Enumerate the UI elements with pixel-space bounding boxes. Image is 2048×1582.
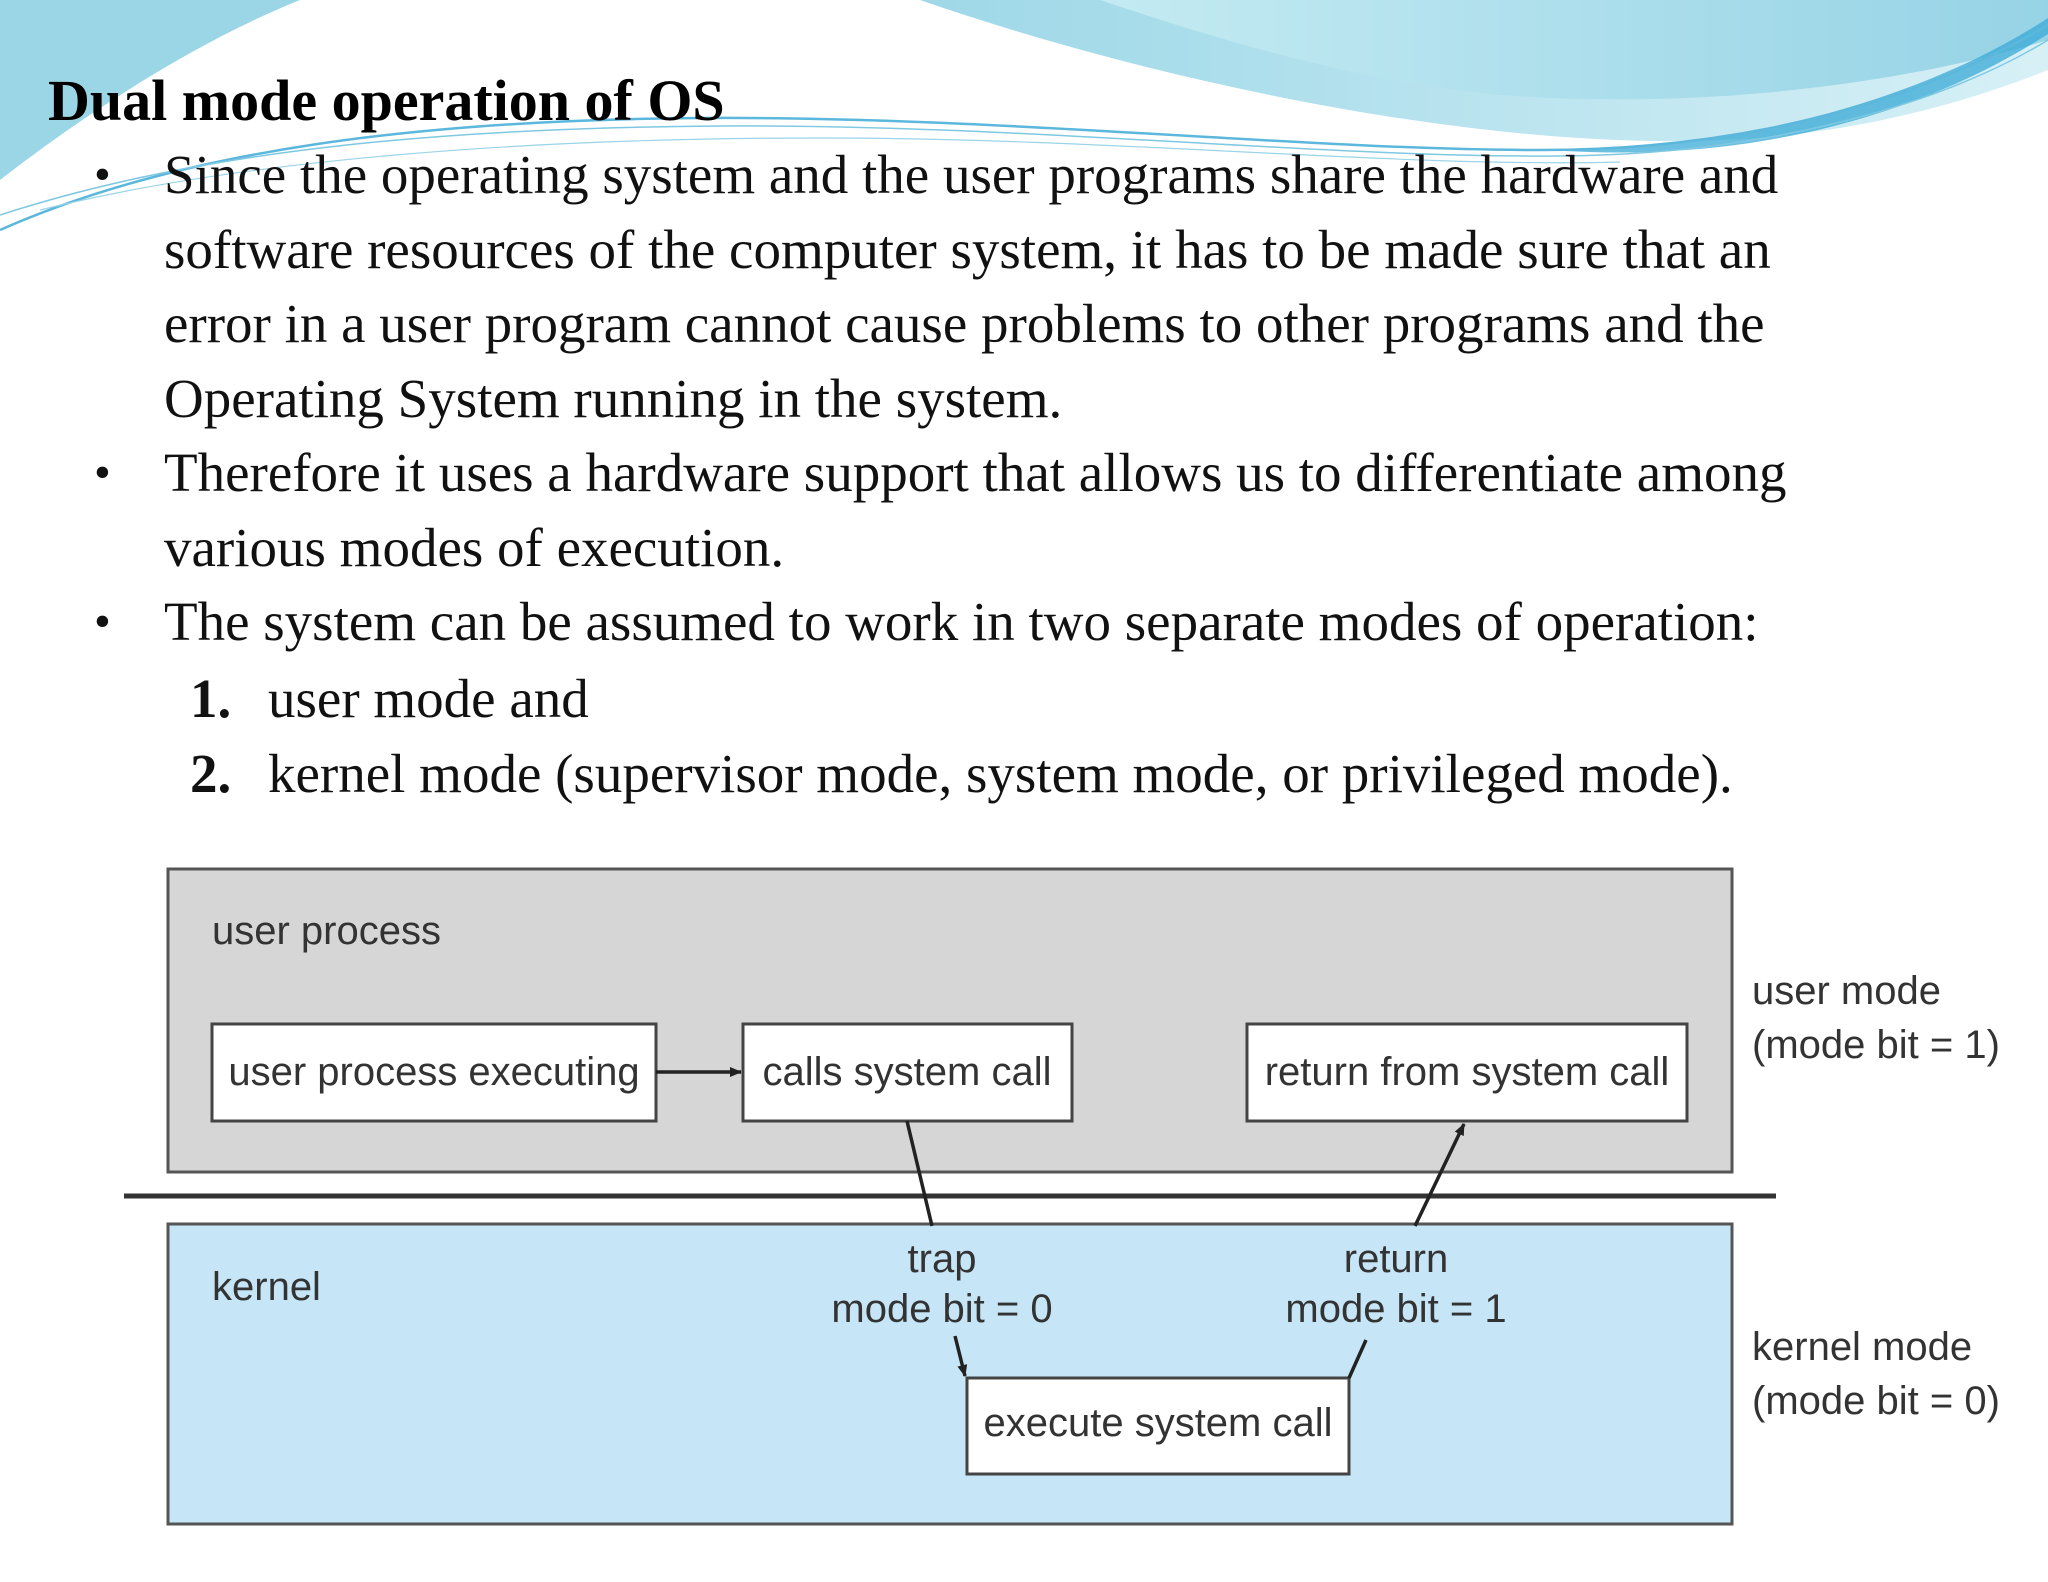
return-label: return bbox=[1343, 1237, 1449, 1281]
bullet-dot: • bbox=[94, 148, 111, 201]
bullet-line: various modes of execution. bbox=[164, 516, 785, 578]
user-process-executing-label: user process executing bbox=[228, 1050, 640, 1094]
bullet-line: Since the operating system and the user programs share the hardware and bbox=[164, 144, 1779, 205]
list-number: 1. bbox=[190, 668, 232, 729]
bullet-line: The system can be assumed to work in two separate modes of operation: bbox=[164, 591, 1759, 652]
bullet-dot: • bbox=[94, 595, 111, 648]
bullet-line: software resources of the computer system, it has to be made sure that an bbox=[164, 218, 1771, 280]
kernel-mode-label: kernel mode bbox=[1752, 1325, 1973, 1369]
return-from-system-call-label: return from system call bbox=[1264, 1050, 1670, 1094]
bullet-line: Therefore it uses a hardware support that allows us to differentiate among bbox=[164, 442, 1787, 503]
execute-system-call-label: execute system call bbox=[983, 1401, 1333, 1445]
calls-system-call-label: calls system call bbox=[762, 1050, 1052, 1094]
list-item-text: kernel mode (supervisor mode, system mode, or privileged mode). bbox=[268, 742, 1733, 804]
user-mode-bit-label: (mode bit = 1) bbox=[1752, 1023, 2000, 1067]
list-number: 2. bbox=[190, 742, 232, 804]
trap-label: trap bbox=[907, 1237, 977, 1281]
slide-title: Dual mode operation of OS bbox=[48, 68, 725, 133]
user-region-label: user process bbox=[212, 909, 441, 953]
trap-mode-bit-label: mode bit = 0 bbox=[831, 1287, 1053, 1331]
kernel-mode-bit-label: (mode bit = 0) bbox=[1752, 1379, 2000, 1423]
kernel-region-label: kernel bbox=[212, 1265, 321, 1309]
user-mode-label: user mode bbox=[1752, 969, 1941, 1013]
return-mode-bit-label: mode bit = 1 bbox=[1285, 1287, 1507, 1331]
bullet-dot: • bbox=[94, 446, 111, 499]
bullet-line: Operating System running in the system. bbox=[164, 367, 1063, 429]
list-item-text: user mode and bbox=[268, 668, 589, 729]
bullet-line: error in a user program cannot cause problems to other programs and the bbox=[164, 293, 1765, 354]
